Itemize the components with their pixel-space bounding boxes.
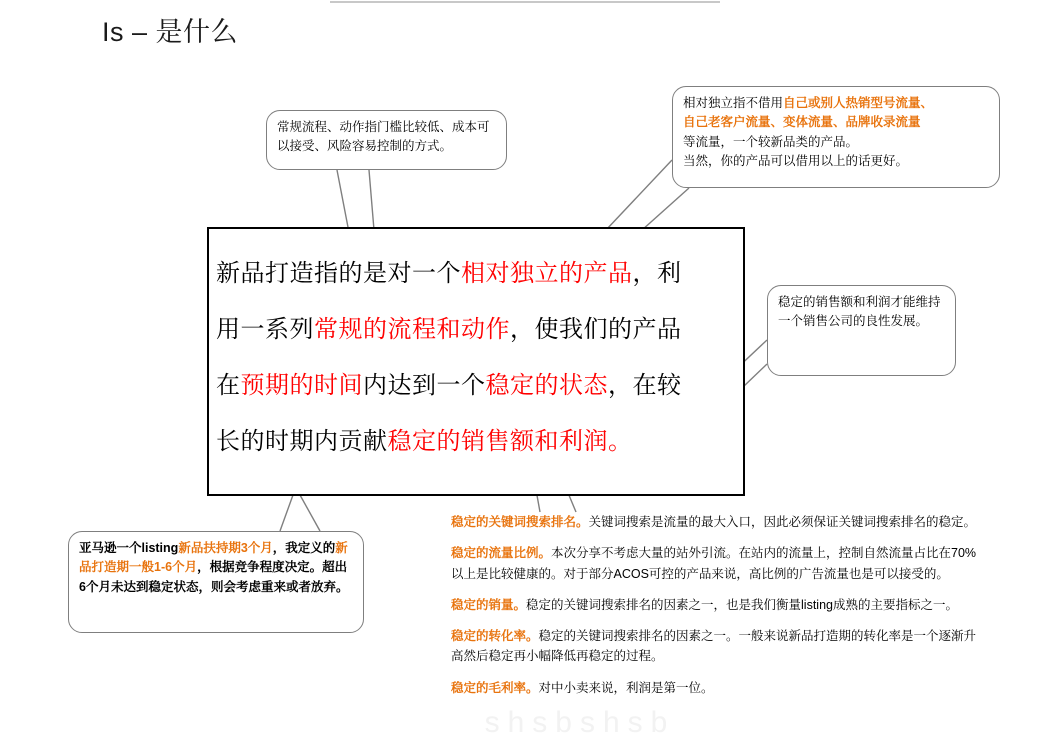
list-item	[451, 595, 980, 615]
callout-listing-text-3: ，根据竞争程度决定。超出6个月未达到稳定状态，则会考虑重来或者放弃。	[79, 560, 349, 594]
statement-text: 新品打造指的是对一个	[216, 260, 461, 287]
watermark: shsbshsb	[484, 706, 676, 739]
note-lead: 稳定的关键词搜索排名。	[451, 515, 589, 529]
callout-independent	[672, 86, 1000, 188]
main-statement-text	[216, 246, 738, 470]
callout-stable-profit-text: 稳定的销售额和利润才能维持一个销售公司的良性发展。	[778, 295, 941, 329]
statement-text: 用一系列	[216, 316, 314, 343]
statement-text: 内达到一个	[363, 372, 486, 399]
callout-independent-line-3: 等流量，一个较新品类的产品。	[683, 134, 859, 149]
callout-listing-text-2: ，我定义的	[272, 541, 336, 555]
main-statement-line-2	[216, 302, 738, 358]
note-body: 稳定的关键词搜索排名的因素之一。一般来说新品打造期的转化率是一个逐渐升高然后稳定再小幅降低再稳定的过程。	[451, 629, 977, 664]
statement-highlight: 稳定的状态	[485, 372, 608, 399]
stability-notes-list	[451, 512, 980, 709]
list-item	[451, 512, 980, 532]
statement-text: ，使我们的产品	[510, 316, 682, 343]
note-body: 关键词搜索是流量的最大入口，因此必须保证关键词搜索排名的稳定。	[588, 515, 977, 529]
callout-independent-text: 相对独立指不借用	[683, 96, 784, 110]
note-lead: 稳定的流量比例。	[451, 546, 552, 561]
statement-text: ，利	[632, 260, 682, 287]
statement-text: ，在较	[608, 372, 682, 399]
callout-stable-profit	[767, 285, 956, 376]
callout-independent-highlight-2: 自己老客户流量、变体流量、品牌收录流量	[683, 115, 921, 130]
page-title: Is – 是什么	[102, 17, 239, 47]
note-lead: 稳定的销量。	[451, 597, 527, 612]
callout-listing	[68, 531, 364, 633]
statement-highlight: 相对独立的产品	[461, 260, 633, 287]
list-item	[451, 678, 980, 698]
note-lead: 稳定的毛利率。	[451, 680, 539, 695]
main-statement-line-1	[216, 246, 738, 302]
statement-highlight: 预期的时间	[240, 372, 363, 399]
statement-text: 在	[216, 372, 241, 399]
main-statement-line-3	[216, 358, 738, 414]
note-body: 对中小卖来说，利润是第一位。	[538, 680, 714, 695]
callout-independent-highlight-1: 自己或别人热销型号流量、	[783, 96, 934, 110]
statement-text: 长的时期内贡献	[216, 428, 388, 455]
list-item	[451, 626, 980, 667]
callout-listing-text-1: 亚马逊一个listing	[79, 541, 179, 555]
statement-highlight: 稳定的销售额和利润。	[387, 428, 633, 455]
note-body: 本次分享不考虑大量的站外引流。在站内的流量上，控制自然流量占比在70%以上是比较健康的。对于部分ACOS可控的产品来说，高比例的广告流量也是可以接受的。	[451, 546, 977, 581]
main-statement-line-4	[216, 414, 738, 470]
note-lead: 稳定的转化率。	[451, 629, 539, 643]
note-body: 稳定的关键词搜索排名的因素之一，也是我们衡量listing成熟的主要指标之一。	[526, 597, 958, 612]
callout-listing-highlight-1: 新品扶持期3个月	[178, 541, 273, 555]
callout-process	[266, 110, 507, 170]
callout-independent-line-4: 当然，你的产品可以借用以上的话更好。	[683, 154, 909, 169]
statement-highlight: 常规的流程和动作	[314, 316, 510, 343]
list-item	[451, 543, 980, 584]
callout-listing-highlight-2: 新品打造期一般1-6个月	[79, 541, 348, 575]
callout-process-text: 常规流程、动作指门槛比较低、成本可以接受、风险容易控制的方式。	[277, 120, 490, 154]
